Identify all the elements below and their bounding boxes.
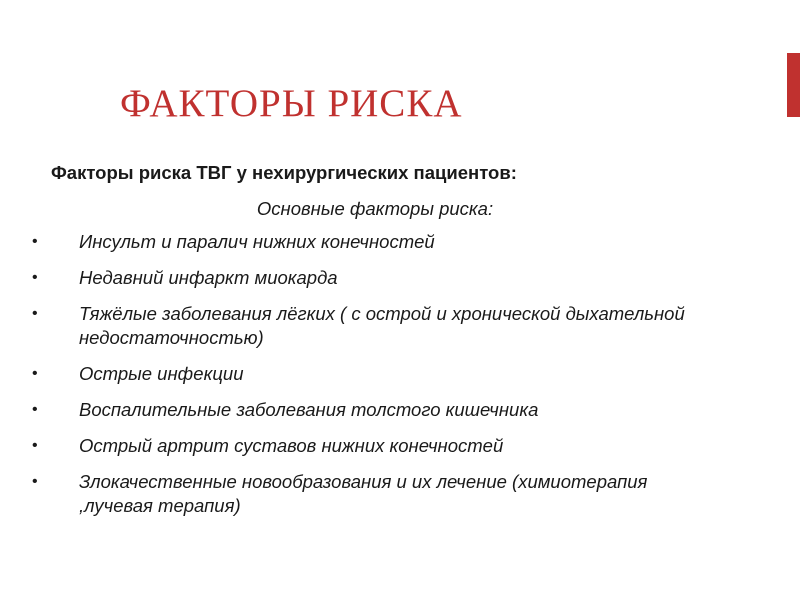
list-item-text: Недавний инфаркт миокарда xyxy=(79,267,338,288)
bullet-icon: • xyxy=(32,233,38,250)
bullet-icon: • xyxy=(32,305,38,322)
list-item xyxy=(32,302,722,350)
slide-title: ФАКТОРЫ РИСКА xyxy=(120,82,463,125)
accent-bar xyxy=(787,53,800,117)
bullet-icon: • xyxy=(32,437,38,454)
list-item xyxy=(32,398,722,422)
list-item-text: Инсульт и паралич нижних конечностей xyxy=(79,231,435,252)
list-item-text: Тяжёлые заболевания лёгких ( с острой и хронической дыхательной недостаточностью) xyxy=(79,303,685,348)
risk-factor-list xyxy=(32,230,722,530)
list-item-text: Острый артрит суставов нижних конечностей xyxy=(79,435,504,456)
bullet-icon: • xyxy=(32,473,38,490)
bullet-icon: • xyxy=(32,269,38,286)
list-item xyxy=(32,230,722,254)
section-heading: Основные факторы риска: xyxy=(256,198,494,219)
list-item xyxy=(32,362,722,386)
slide-subtitle: Факторы риска ТВГ у нехирургических пациентов: xyxy=(51,162,517,183)
list-item xyxy=(32,470,722,518)
list-item-text: Злокачественные новообразования и их лечение (химиотерапия ,лучевая терапия) xyxy=(79,471,648,516)
bullet-icon: • xyxy=(32,401,38,418)
list-item-text: Острые инфекции xyxy=(79,363,244,384)
bullet-icon: • xyxy=(32,365,38,382)
list-item xyxy=(32,266,722,290)
list-item xyxy=(32,434,722,458)
list-item-text: Воспалительные заболевания толстого кишечника xyxy=(79,399,539,420)
